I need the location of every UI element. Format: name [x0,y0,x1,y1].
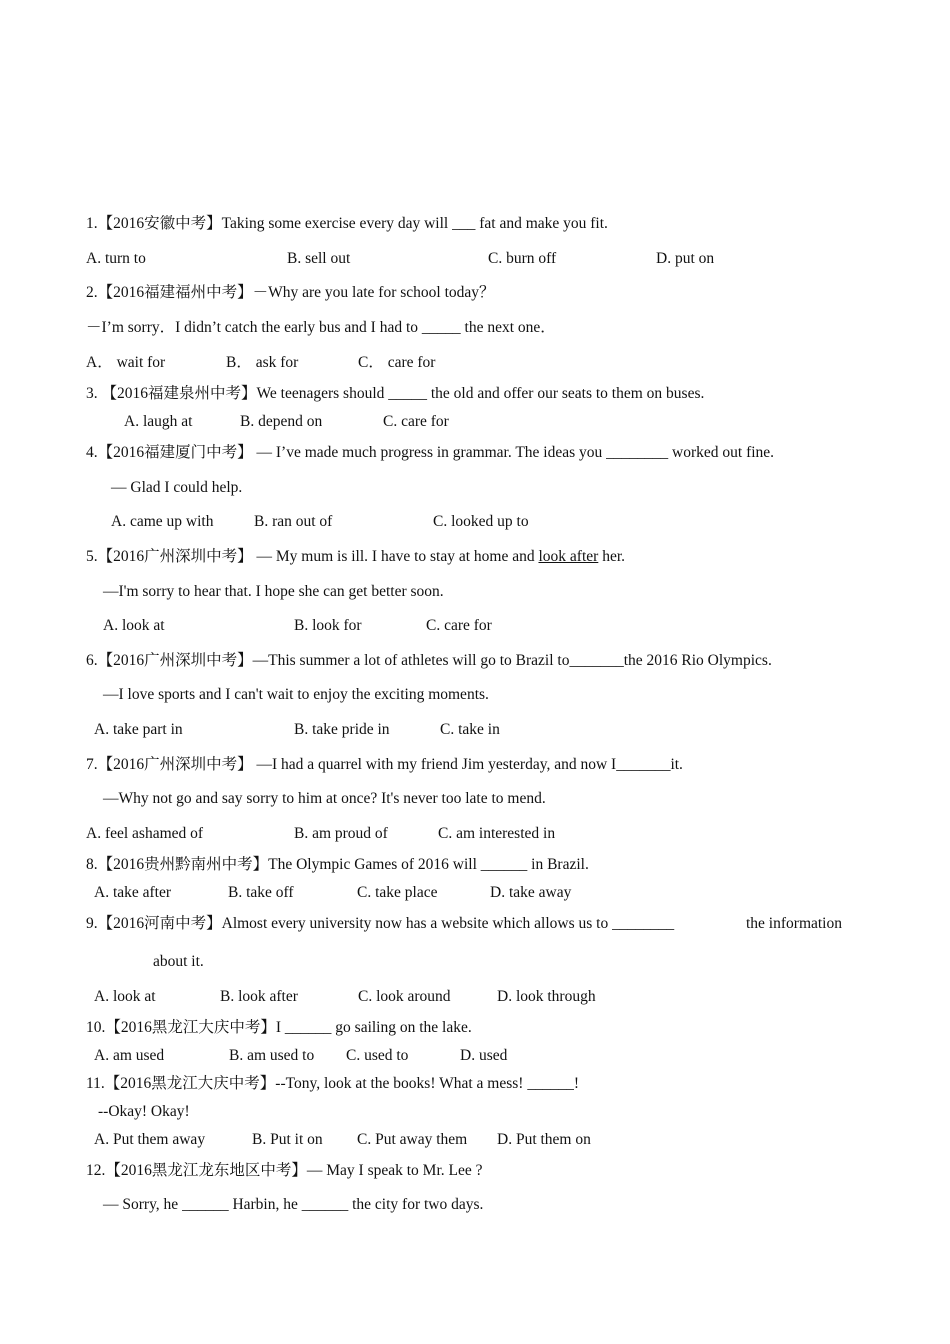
q8-option-a: A. take after [94,884,172,901]
q12-stem: 12.【2016黑龙江龙东地区中考】— May I speak to Mr. Lee ? [86,1162,483,1179]
q11-line2: --Okay! Okay! [98,1103,190,1120]
q7-stem: 7.【2016广州深圳中考】 —I had a quarrel with my friend Jim yesterday, and now I_______it. [86,756,683,773]
q7-option-a: A. feel ashamed of [86,825,204,842]
q5-underlined-phrase: look after [538,548,599,565]
q7-option-c: C. am interested in [438,825,556,842]
q1-option-a: A. turn to [86,250,146,267]
q3-option-a: A. laugh at [124,413,193,430]
q11-option-a: A. Put them away [94,1131,206,1148]
q3-stem: 3. 【2016福建泉州中考】We teenagers should _____ the old and offer our seats to them on buses. [86,385,705,402]
q11-option-b: B. Put it on [252,1131,323,1148]
q9-line2: about it. [153,953,204,970]
q1-option-b: B. sell out [287,250,351,267]
q4-stem: 4.【2016福建厦门中考】 — I’ve made much progress in grammar. The ideas you ________ worked out fine. [86,444,775,461]
q11-option-d: D. Put them on [497,1131,591,1148]
q7-option-b: B. am proud of [294,825,388,842]
q8-stem: 8.【2016贵州黔南州中考】The Olympic Games of 2016 will ______ in Brazil. [86,856,589,873]
q2-line2: －I’m sorry．I didn’t catch the early bus and I had to _____ the next one． [86,319,556,336]
q2-option-b: B． ask for [226,354,299,371]
q5-line2: —I'm sorry to hear that. I hope she can get better soon. [103,583,444,600]
q10-option-c: C. used to [346,1047,409,1064]
q5-option-c: C. care for [426,617,492,634]
q2-option-a: A． wait for [86,354,166,371]
q9-stem: 9.【2016河南中考】Almost every university now has a website which allows us to ________ [86,915,675,932]
q4-option-c: C. looked up to [433,513,529,530]
q9-option-c: C. look around [358,988,451,1005]
q4-option-b: B. ran out of [254,513,333,530]
q2-option-c: C． care for [358,354,436,371]
q11-stem: 11.【2016黑龙江大庆中考】--Tony, look at the books! What a mess! ______! [86,1075,579,1092]
q5-option-a: A. look at [103,617,165,634]
q5-stem [86,547,625,567]
q1-option-d: D. put on [656,250,715,267]
q2-stem: 2.【2016福建福州中考】－Why are you late for school today？ [86,284,495,301]
q7-line2: —Why not go and say sorry to him at once? It's never too late to mend. [103,790,546,807]
q9-stem-tail: the information [746,915,842,932]
q3-option-b: B. depend on [240,413,323,430]
q6-option-b: B. take pride in [294,721,390,738]
q4-option-a: A. came up with [111,513,214,530]
q8-option-d: D. take away [490,884,572,901]
q1-stem: 1.【2016安徽中考】Taking some exercise every day will ___ fat and make you fit. [86,215,608,232]
q6-line2: —I love sports and I can't wait to enjoy the exciting moments. [103,686,489,703]
q3-option-c: C. care for [383,413,449,430]
q9-option-a: A. look at [94,988,156,1005]
q6-stem: 6.【2016广州深圳中考】—This summer a lot of athletes will go to Brazil to_______the 2016 Rio Olympics. [86,652,772,669]
q1-option-c: C. burn off [488,250,557,267]
q9-option-b: B. look after [220,988,298,1005]
q10-option-b: B. am used to [229,1047,315,1064]
q12-line2: — Sorry, he ______ Harbin, he ______ the city for two days. [103,1196,484,1213]
q5-stem-end: her. [598,548,625,565]
q10-option-a: A. am used [94,1047,165,1064]
q9-option-d: D. look through [497,988,596,1005]
q5-option-b: B. look for [294,617,362,634]
q10-stem: 10.【2016黑龙江大庆中考】I ______ go sailing on the lake. [86,1019,472,1036]
q8-option-c: C. take place [357,884,438,901]
q6-option-c: C. take in [440,721,500,738]
q11-option-c: C. Put away them [357,1131,468,1148]
q6-option-a: A. take part in [94,721,183,738]
q10-option-d: D. used [460,1047,508,1064]
q8-option-b: B. take off [228,884,294,901]
q4-line2: — Glad I could help. [111,479,243,496]
q5-stem-text: 5.【2016广州深圳中考】 — My mum is ill. I have to stay at home and [86,548,539,565]
